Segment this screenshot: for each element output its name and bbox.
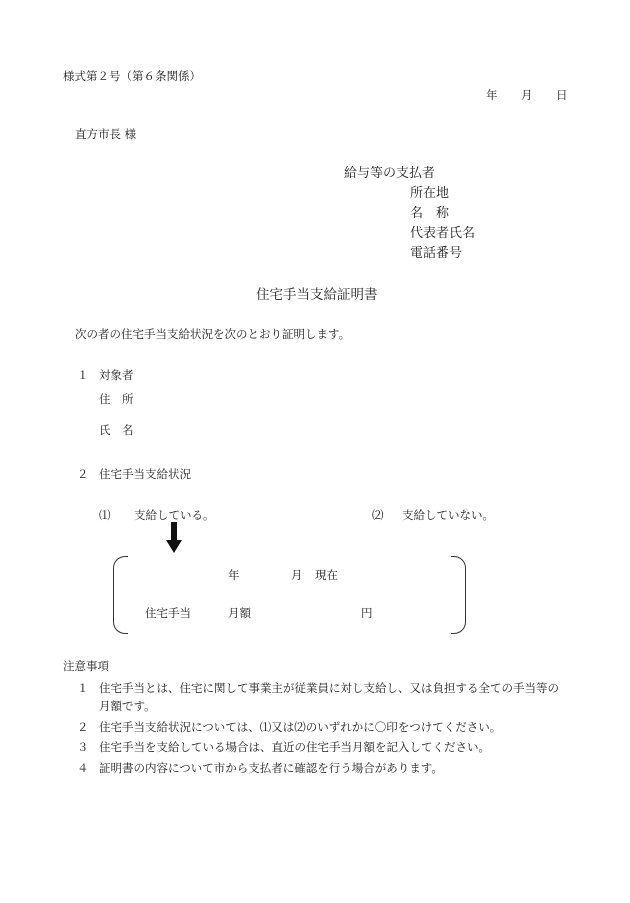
payer-phone-label: 電話番号: [410, 246, 463, 261]
note-number: ４: [77, 761, 89, 775]
box-current: 現在: [315, 568, 338, 582]
note-text-continued: 月額です。: [99, 699, 156, 713]
date-day: 日: [556, 88, 568, 102]
payer-address-label: 所在地: [410, 186, 450, 201]
section2-heading: 住宅手当支給状況: [99, 467, 191, 481]
notes-heading: 注意事項: [63, 659, 109, 673]
note-text: 住宅手当とは、住宅に関して事業主が従業員に対し支給し、又は負担する全ての手当等の: [99, 681, 559, 695]
box-year: 年: [228, 568, 240, 582]
date-month: 月: [521, 88, 533, 102]
note-text: 住宅手当を支給している場合は、直近の住宅手当月額を記入してください。: [99, 740, 490, 754]
section2-number: ２: [77, 467, 89, 481]
down-arrow-icon: [165, 522, 183, 554]
box-month: 月: [291, 568, 303, 582]
note-text: 住宅手当支給状況については、⑴又は⑵のいずれかに〇印をつけてください。: [99, 720, 502, 734]
box-monthly-label: 月額: [228, 606, 251, 620]
payer-name-label: 名 称: [410, 206, 450, 221]
intro-text: 次の者の住宅手当支給状況を次のとおり証明します。: [75, 327, 351, 341]
subject-address-label: 住 所: [99, 392, 134, 406]
note-number: ２: [77, 720, 89, 734]
document-title: 住宅手当支給証明書: [256, 287, 378, 303]
box-yen: 円: [361, 606, 373, 620]
right-bracket: [451, 556, 466, 634]
form-number: 様式第２号（第６条関係）: [63, 69, 201, 83]
left-bracket: [113, 556, 128, 634]
section1-heading: 対象者: [99, 368, 134, 382]
option1-number: ⑴: [99, 508, 111, 522]
subject-name-label: 氏 名: [99, 423, 134, 437]
section1-number: １: [77, 368, 89, 382]
addressee: 直方市長 様: [75, 127, 137, 141]
payer-representative-label: 代表者氏名: [410, 226, 476, 241]
note-text: 証明書の内容について市から支払者に確認を行う場合があります。: [99, 761, 443, 775]
option1-text: 支給している。: [134, 508, 215, 522]
option2-number: ⑵: [372, 508, 384, 522]
option2-text: 支給していない。: [402, 508, 494, 522]
box-allowance-label: 住宅手当: [145, 606, 191, 620]
payer-heading: 給与等の支払者: [344, 166, 436, 181]
date-year: 年: [486, 88, 498, 102]
note-number: ３: [77, 740, 89, 754]
note-number: １: [77, 681, 89, 695]
